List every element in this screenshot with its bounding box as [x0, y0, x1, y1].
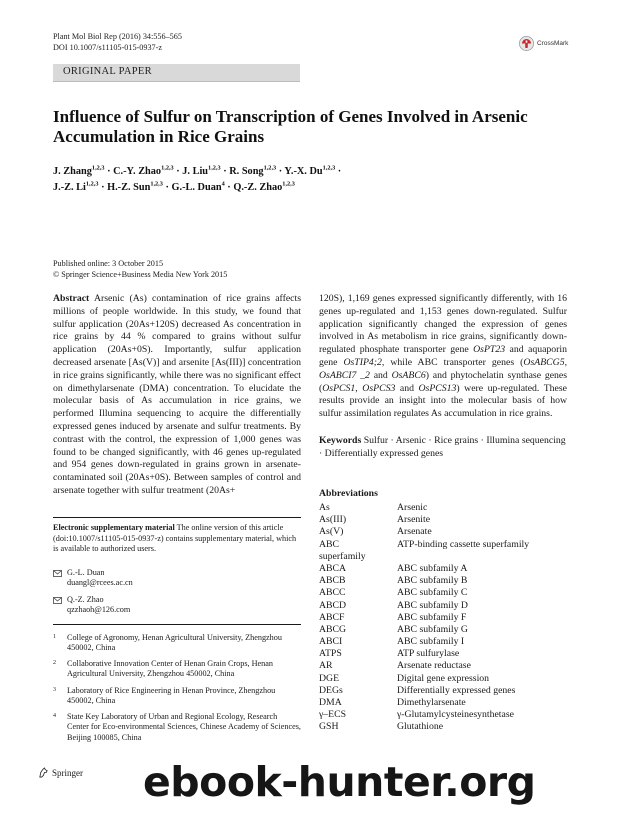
- affiliation-entry: [53, 633, 301, 654]
- abbreviation-term: GSH: [319, 721, 339, 733]
- author-name: G.-L. Duan: [171, 181, 222, 193]
- gene-name: OsTIP4;2: [343, 356, 382, 368]
- affiliation-text: State Key Laboratory of Urban and Regional Ecology, Research Center for Eco-environmental Sciences, Chinese Academy of Sciences, Beijing 100085, China: [67, 712, 301, 742]
- author-affiliation-marker: 4: [221, 180, 225, 188]
- author-name: H.-Z. Sun: [107, 181, 151, 193]
- journal-citation: Plant Mol Biol Rep (2016) 34:556–565: [53, 32, 182, 41]
- author-name: J. Liu: [182, 166, 209, 177]
- author-name: Y.-X. Du: [284, 166, 323, 177]
- abbreviation-row: [319, 685, 567, 697]
- gene-name: OsPCS1: [322, 382, 356, 394]
- abstract-text-continued: ,: [355, 382, 363, 394]
- abbreviation-term: ABCA: [319, 562, 347, 574]
- abbreviation-definition: Arsenate reductase: [397, 660, 471, 672]
- abbreviation-term: DGE: [319, 672, 340, 684]
- gene-name: OsPCS3: [362, 382, 396, 394]
- author-affiliation-marker: 1,2,3: [263, 164, 277, 172]
- abbreviation-definition: γ-Glutamylcysteinesynthetase: [397, 709, 514, 721]
- publication-info: [53, 259, 227, 280]
- abbreviation-definition: ATP-binding cassette superfamily: [397, 538, 530, 550]
- crossmark-label: CrossMark: [537, 40, 569, 47]
- abstract-text-continued: and aquaporin gene: [319, 344, 567, 368]
- springer-logo: [38, 767, 83, 778]
- author-name: J.-Z. Li: [53, 181, 86, 193]
- author-separator: ·: [104, 166, 114, 177]
- abstract-label: Abstract: [53, 293, 90, 304]
- abbreviations-heading: Abbreviations: [319, 488, 378, 499]
- abbreviation-term: As(III): [319, 514, 347, 526]
- copyright-notice: © Springer Science+Business Media New York 2015: [53, 269, 228, 279]
- contact-entry: [53, 595, 301, 616]
- journal-header: [53, 32, 182, 53]
- envelope-icon: [53, 595, 67, 616]
- crossmark-badge[interactable]: [519, 36, 568, 51]
- author-affiliation-marker: 1,2,3: [282, 180, 295, 188]
- abbreviation-term: As: [319, 502, 330, 513]
- author-separator: ·: [162, 181, 172, 193]
- abbreviation-row: [319, 539, 567, 551]
- author-affiliation-marker: 1,2,3: [85, 180, 99, 188]
- abbreviation-term: ABCC: [319, 587, 346, 599]
- author-name: Q.-Z. Zhao: [233, 181, 283, 193]
- author-name: J. Zhang: [53, 166, 92, 177]
- abbreviation-definition: Arsenic: [397, 502, 428, 513]
- contact-email[interactable]: qzzhaoh@126.com: [67, 605, 131, 615]
- page-title: Influence of Sulfur on Transcription of Genes Involved in Arsenic Accumulation in Rice Grains: [53, 107, 528, 146]
- affiliation-entry: [53, 659, 301, 680]
- abbreviation-row: [319, 587, 567, 599]
- affiliation-text: Collaborative Innovation Center of Henan Grain Crops, Henan Agricultural University, Zhengzhou 450002, China: [67, 659, 273, 679]
- abbreviation-row: [319, 697, 567, 709]
- esm-text: The online version of this article (doi:10.1007/s11105-015-0937-z) contains supplementary material, which is available to authorized users.: [53, 523, 297, 553]
- footnote-divider: [53, 517, 301, 518]
- author-separator: ·: [98, 181, 108, 193]
- abbreviation-definition: Differentially expressed genes: [397, 684, 516, 696]
- abbreviation-term: superfamily: [319, 550, 366, 562]
- abbreviation-row: [319, 563, 567, 575]
- abbreviation-row: [319, 660, 567, 672]
- author-affiliation-marker: 1,2,3: [91, 164, 105, 172]
- author-affiliation-marker: 1,2,3: [322, 164, 336, 172]
- abbreviation-definition: Dimethylarsenate: [397, 697, 466, 708]
- article-type-banner: [53, 64, 300, 82]
- affiliation-divider: [53, 624, 301, 625]
- abstract-text-continued: ) and phytochelatin synthase genes (: [319, 369, 568, 394]
- supplementary-note: [53, 523, 301, 555]
- affiliation-number: 1: [53, 634, 56, 640]
- abbreviation-row: [319, 721, 567, 733]
- abbreviation-definition: ABC subfamily D: [397, 599, 468, 611]
- abstract-text-continued: and: [395, 382, 419, 394]
- watermark: ebook-hunter.org: [143, 758, 536, 806]
- abbreviation-term: DEGs: [319, 684, 343, 696]
- abbreviation-term: ABCI: [319, 636, 343, 648]
- abbreviation-definition: Arsenate: [397, 526, 432, 538]
- gene-name: OsABCI7 _2: [319, 369, 370, 381]
- author-name: R. Song: [229, 166, 264, 177]
- abbreviations-table: [319, 502, 567, 734]
- abbreviation-term: ABCG: [319, 623, 347, 635]
- crossmark-icon: [519, 36, 534, 51]
- author-affiliation-marker: 1,2,3: [208, 164, 221, 172]
- keywords-label: Keywords: [319, 435, 362, 446]
- springer-horse-icon: [38, 767, 49, 778]
- abstract-text-continued: , while ABC transporter genes (: [381, 356, 524, 368]
- author-list: [53, 164, 573, 195]
- affiliation-entry: [53, 686, 301, 707]
- author-separator: ·: [335, 166, 342, 177]
- abbreviation-term: ABCD: [319, 599, 347, 611]
- abbreviation-definition: ABC subfamily F: [397, 611, 467, 623]
- keywords: [319, 435, 567, 461]
- abstract-left-column: [53, 293, 301, 498]
- abstract-text-continued: 120S), 1,169 genes expressed significantly differently, with 16 genes up-regulated and 1,153 genes down-regulated. Sulfur application significantly changed the expression of genes involved in As metabolism in rice grains, significantly down-regulated phosphate transporter gene: [319, 293, 567, 356]
- abstract-text-continued: ,: [564, 356, 568, 368]
- gene-name: OsABC6: [391, 369, 426, 381]
- journal-doi[interactable]: DOI 10.1007/s11105-015-0937-z: [53, 42, 162, 52]
- gene-name: OsPT23: [473, 344, 506, 356]
- gene-name: OsPCS13: [418, 382, 457, 394]
- abbreviation-row: [319, 551, 567, 563]
- abbreviation-definition: Digital gene expression: [397, 672, 490, 684]
- abbreviation-term: ABC: [319, 538, 340, 550]
- author-affiliation-marker: 1,2,3: [150, 180, 163, 188]
- abbreviation-definition: Arsenite: [397, 514, 431, 526]
- abstract-right-column: [319, 293, 567, 421]
- abbreviation-term: ABCB: [319, 575, 346, 587]
- gene-name: OsABCG5: [523, 356, 565, 368]
- published-date: Published online: 3 October 2015: [53, 259, 164, 268]
- abbreviation-definition: Glutathione: [397, 721, 444, 733]
- abbreviation-term: γ–ECS: [319, 709, 347, 721]
- affiliation-number: 4: [53, 713, 56, 719]
- abbreviation-row: [319, 673, 567, 685]
- abstract-text-continued: and: [369, 369, 392, 381]
- abbreviation-row: [319, 514, 567, 526]
- contact-entry: [53, 568, 301, 589]
- abbreviation-term: ABCF: [319, 611, 345, 623]
- abbreviation-definition: ATP sulfurylase: [397, 648, 460, 660]
- abbreviation-row: [319, 526, 567, 538]
- author-affiliation-marker: 1,2,3: [161, 164, 174, 172]
- abbreviation-term: As(V): [319, 526, 344, 538]
- contact-email[interactable]: duangl@rcees.ac.cn: [67, 578, 133, 588]
- abbreviation-row: [319, 502, 567, 514]
- affiliation-text: Laboratory of Rice Engineering in Henan Province, Zhengzhou 450002, China: [67, 686, 276, 706]
- affiliation-text: College of Agronomy, Henan Agricultural University, Zhengzhou 450002, China: [67, 633, 282, 653]
- esm-label: Electronic supplementary material: [53, 523, 175, 532]
- affiliation-number: 2: [53, 660, 56, 666]
- abstract-text: Arsenic (As) contamination of rice grains affects millions of people worldwide. In this study, we found that sulfur application (20As+120S) decreased As concentration in rice grains by 44 % compared to grains without sulfur application (20As+0S). Importantly, sulfur application decreased arsenate [As(V)] and arsenite [As(III)] concentration in rice grains significantly, while there was no significant effect on dimethylarsenate (DMA) concentration. To elucidate the molecular basis of As accumulation in rice grains, we performed Illumina sequencing to acquire the differentially expressed genes induced by arsenate and sulfur treatments. By contrast with the control, the expression of 1,000 genes was found to be changed significantly, with 46 genes up-regulated and 954 genes down-regulated in grains grown in arsenate-contaminated soil (20As+0S). Between samples of control and arsenate together with sulfur treatment (20As+: [53, 293, 301, 496]
- abbreviation-definition: ABC subfamily B: [397, 575, 468, 587]
- envelope-icon: [53, 568, 67, 589]
- publisher-name: Springer: [52, 767, 83, 778]
- author-name: C.-Y. Zhao: [113, 166, 162, 177]
- abbreviation-definition: ABC subfamily G: [397, 623, 468, 635]
- abbreviation-row: [319, 600, 567, 612]
- abbreviation-row: [319, 636, 567, 648]
- author-separator: ·: [173, 166, 183, 177]
- abbreviation-term: DMA: [319, 697, 342, 708]
- abbreviation-row: [319, 612, 567, 624]
- abbreviation-row: [319, 575, 567, 587]
- abbreviation-row: [319, 648, 567, 660]
- abbreviation-row: [319, 624, 567, 636]
- abbreviation-definition: ABC subfamily C: [397, 587, 468, 599]
- keywords-text: Sulfur · Arsenic · Rice grains · Illumina sequencing · Differentially expressed genes: [319, 435, 566, 459]
- author-separator: ·: [220, 166, 230, 177]
- author-separator: ·: [276, 166, 285, 177]
- article-type: ORIGINAL PAPER: [63, 66, 152, 77]
- author-separator: ·: [224, 181, 234, 193]
- contact-name: Q.-Z. Zhao: [67, 595, 104, 604]
- affiliation-entry: [53, 712, 301, 743]
- abbreviation-row: [319, 709, 567, 721]
- abbreviation-term: ATPS: [319, 648, 342, 660]
- affiliation-number: 3: [53, 687, 56, 693]
- abbreviation-definition: ABC subfamily I: [397, 636, 465, 648]
- abstract-text-continued: ) were up-regulated. These results provide an insight into the molecular basis of how sulfur assimilation regulates As accumulation in rice grains.: [319, 382, 568, 420]
- abbreviation-term: AR: [319, 660, 333, 672]
- contact-name: G.-L. Duan: [67, 568, 105, 577]
- abbreviation-definition: [397, 551, 567, 563]
- abbreviation-definition: ABC subfamily A: [397, 562, 468, 574]
